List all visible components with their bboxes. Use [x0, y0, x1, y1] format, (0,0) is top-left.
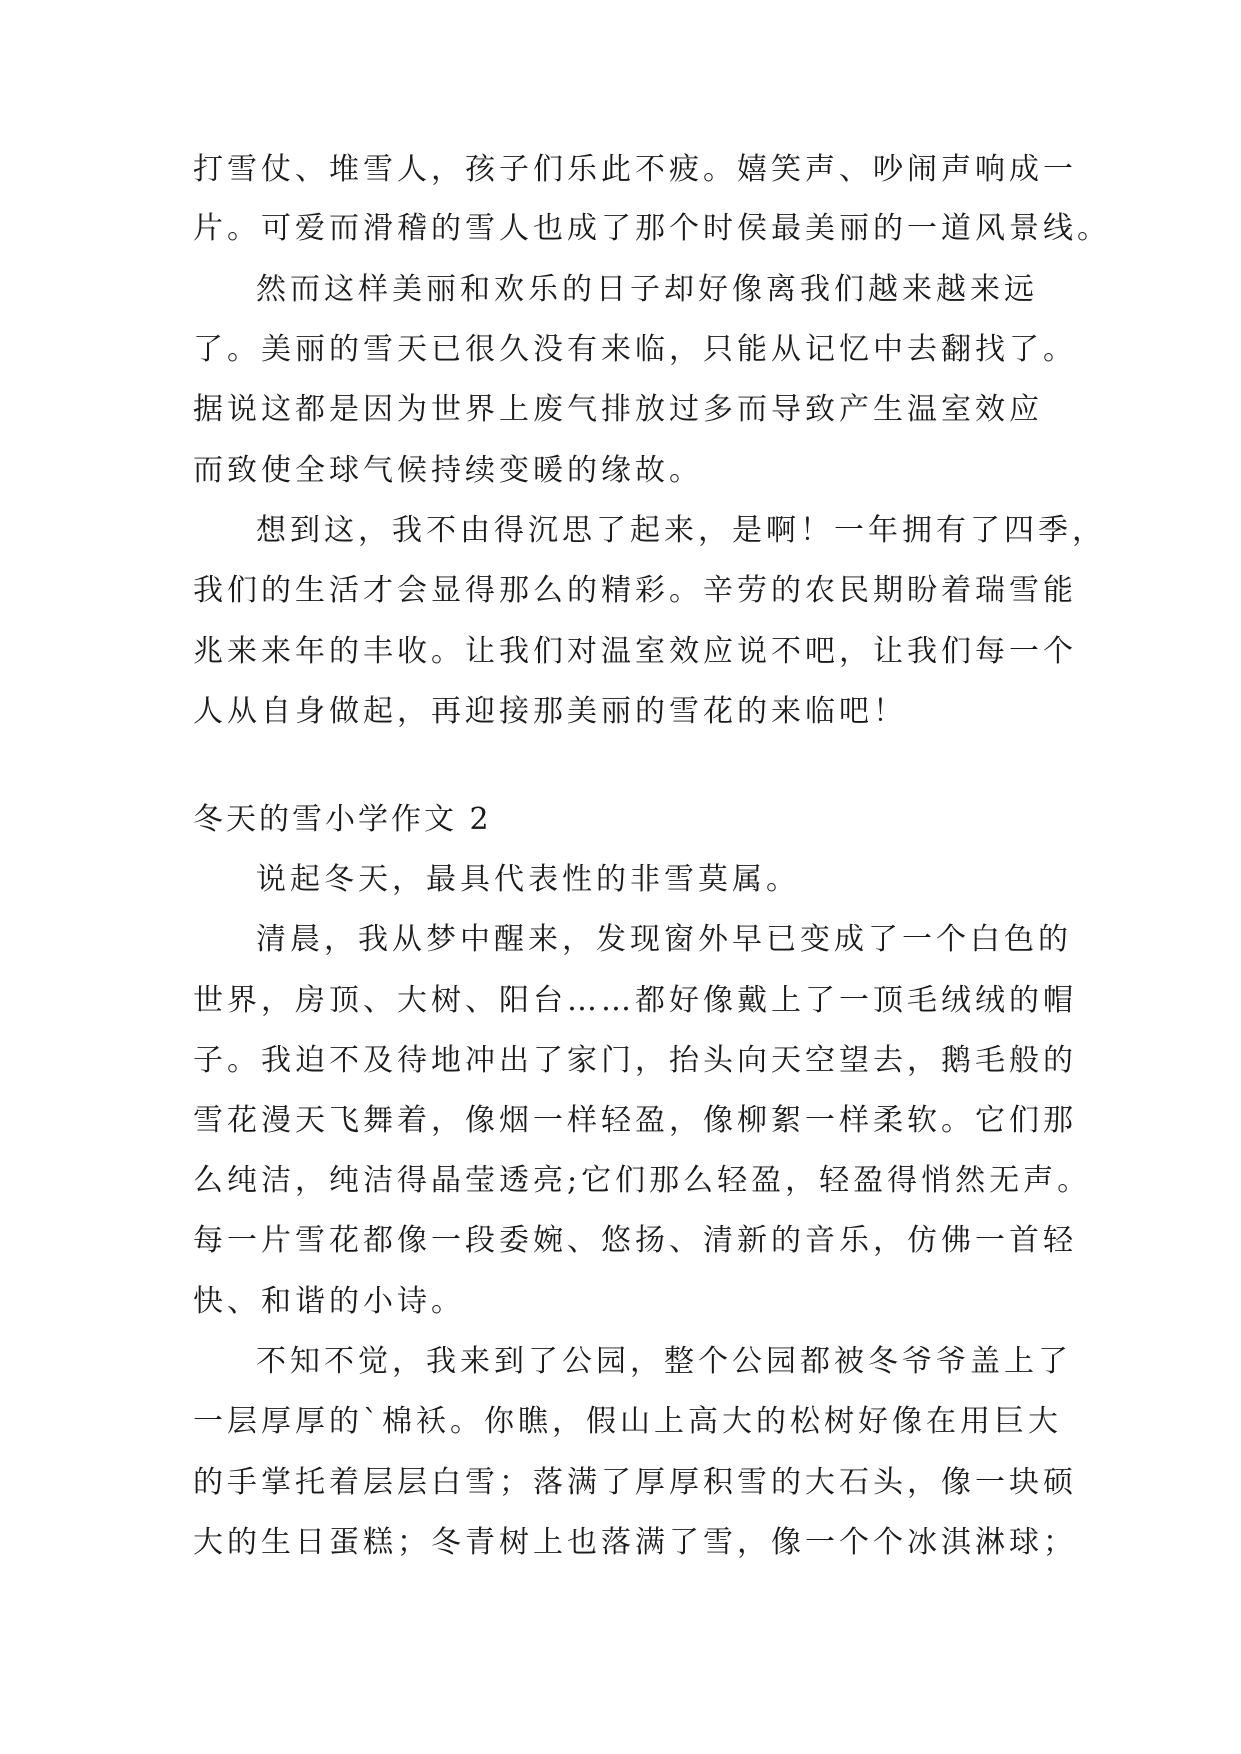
text-line: 我们的生活才会显得那么的精彩。辛劳的农民期盼着瑞雪能	[193, 573, 1077, 608]
paragraph-start: 想到这，我不由得沉思了起来，是啊！一年拥有了四季，	[256, 513, 1106, 548]
paragraph-start: 然而这样美丽和欢乐的日子却好像离我们越来越来远	[256, 272, 1038, 307]
text-line: 的手掌托着层层白雪；落满了厚厚积雪的大石头，像一块硕	[193, 1465, 1077, 1500]
text-line: 么纯洁，纯洁得晶莹透亮;它们那么轻盈，轻盈得悄然无声。	[193, 1163, 1092, 1198]
text-line: 一层厚厚的`棉袄。你瞧，假山上高大的松树好像在用巨大	[193, 1404, 1062, 1439]
text-line: 片。可爱而滑稽的雪人也成了那个时侯最美丽的一道风景线。	[193, 211, 1111, 246]
text-line: 了。美丽的雪天已很久没有来临，只能从记忆中去翻找了。	[193, 332, 1077, 367]
text-line: 大的生日蛋糕；冬青树上也落满了雪，像一个个冰淇淋球；	[193, 1525, 1077, 1560]
paragraph-start: 说起冬天，最具代表性的非雪莫属。	[256, 862, 800, 897]
text-line: 子。我迫不及待地冲出了家门，抬头向天空望去，鹅毛般的	[193, 1043, 1077, 1078]
text-line: 而致使全球气候持续变暖的缘故。	[193, 453, 703, 488]
paragraph-start: 清晨，我从梦中醒来，发现窗外早已变成了一个白色的	[256, 922, 1072, 957]
text-line: 世界，房顶、大树、阳台……都好像戴上了一顶毛绒绒的帽	[193, 983, 1077, 1018]
text-line: 雪花漫天飞舞着，像烟一样轻盈，像柳絮一样柔软。它们那	[193, 1103, 1077, 1138]
text-line: 打雪仗、堆雪人，孩子们乐此不疲。嬉笑声、吵闹声响成一	[193, 152, 1077, 187]
text-line: 兆来来年的丰收。让我们对温室效应说不吧，让我们每一个	[193, 634, 1077, 669]
text-line: 据说这都是因为世界上废气排放过多而导致产生温室效应	[193, 392, 1043, 427]
section-title: 冬天的雪小学作文 2	[193, 802, 492, 837]
text-line: 人从自身做起，再迎接那美丽的雪花的来临吧！	[193, 694, 907, 729]
text-line: 每一片雪花都像一段委婉、悠扬、清新的音乐，仿佛一首轻	[193, 1223, 1077, 1258]
text-line: 快、和谐的小诗。	[193, 1284, 465, 1319]
paragraph-start: 不知不觉，我来到了公园，整个公园都被冬爷爷盖上了	[256, 1344, 1072, 1379]
